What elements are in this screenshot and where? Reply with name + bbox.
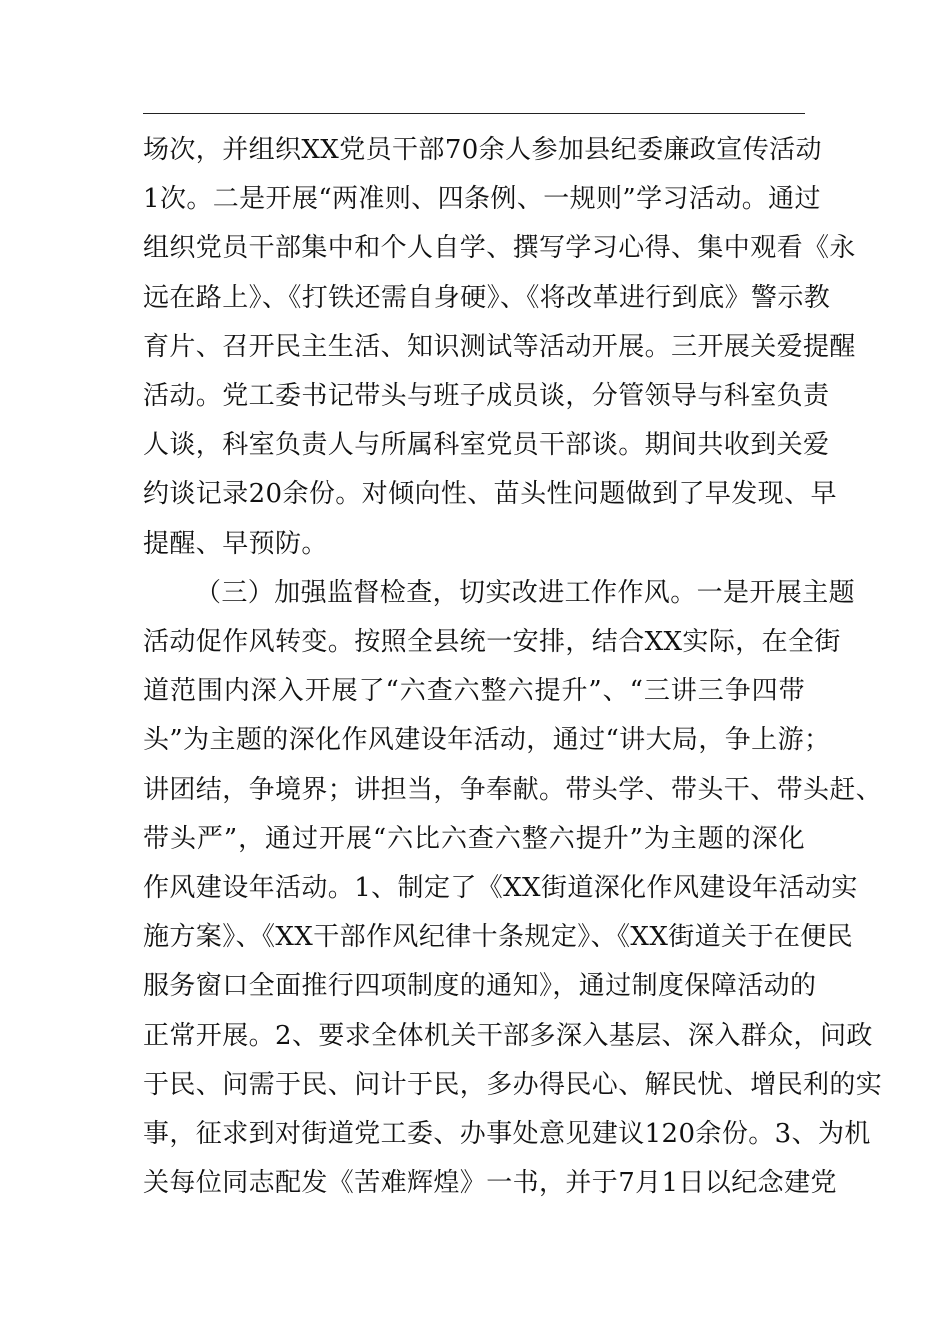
text-line: 活动。党工委书记带头与班子成员谈，分管领导与科室负责 bbox=[143, 381, 830, 412]
text-line: （三）加强监督检查，切实改进工作作风。一是开展主题 bbox=[195, 577, 856, 608]
text-line: 讲团结，争境界；讲担当，争奉献。带头学、带头干、带头赶、 bbox=[143, 774, 883, 805]
document-body bbox=[143, 126, 883, 1208]
header-rule bbox=[143, 113, 805, 114]
text-line: 施方案》、《XX干部作风纪律十条规定》、《XX街道关于在便民 bbox=[143, 922, 854, 953]
paragraph-1 bbox=[143, 126, 856, 569]
text-line: 约谈记录20余份。对倾向性、苗头性问题做到了早发现、早 bbox=[143, 479, 837, 510]
text-line: 场次，并组织XX党员干部70余人参加县纪委廉政宣传活动 bbox=[143, 135, 822, 165]
text-line: 组织党员干部集中和个人自学、撰写学习心得、集中观看《永 bbox=[143, 233, 856, 264]
text-line: 育片、召开民主生活、知识测试等活动开展。三开展关爱提醒 bbox=[143, 331, 856, 362]
text-line: 正常开展。2、要求全体机关干部多深入基层、深入群众，问政 bbox=[143, 1020, 873, 1051]
text-line: 远在路上》、《打铁还需自身硬》、《将改革进行到底》警示教 bbox=[143, 282, 831, 313]
text-line: 带头严”，通过开展“六比六查六整六提升”为主题的深化 bbox=[143, 823, 805, 854]
text-line: 关每位同志配发《苦难辉煌》一书，并于7月1日以纪念建党 bbox=[143, 1168, 837, 1199]
text-line: 头”为主题的深化作风建设年活动，通过“讲大局，争上游； bbox=[143, 725, 831, 756]
text-line: 作风建设年活动。1、制定了《XX街道深化作风建设年活动实 bbox=[143, 873, 858, 904]
text-line: 道范围内深入开展了“六查六整六提升”、“三讲三争四带 bbox=[143, 676, 805, 707]
text-line: 活动促作风转变。按照全县统一安排，结合XX实际，在全街 bbox=[143, 627, 841, 658]
text-line: 服务窗口全面推行四项制度的通知》，通过制度保障活动的 bbox=[143, 971, 817, 1002]
text-line: 人谈，科室负责人与所属科室党员干部谈。期间共收到关爱 bbox=[143, 430, 830, 461]
paragraph-2 bbox=[143, 569, 883, 1209]
text-line: 事，征求到对街道党工委、办事处意见建议120余份。3、为机 bbox=[143, 1119, 871, 1150]
text-line: 提醒、早预防。 bbox=[143, 528, 328, 559]
text-line: 于民、问需于民、问计于民，多办得民心、解民忧、增民利的实 bbox=[143, 1069, 883, 1100]
text-line: 1次。二是开展“两准则、四条例、一规则”学习活动。通过 bbox=[143, 184, 821, 215]
